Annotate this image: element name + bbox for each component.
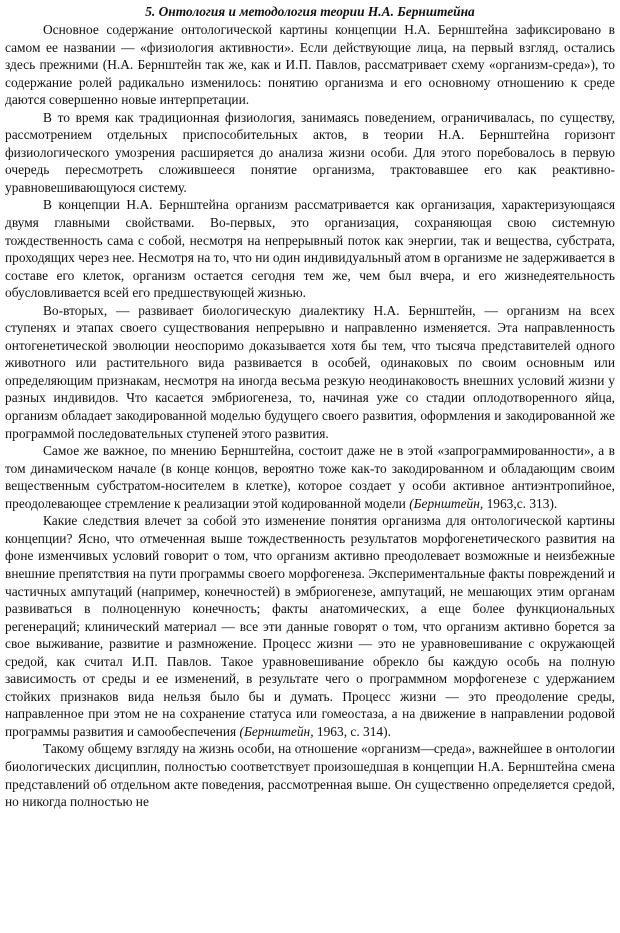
paragraph-6 — [5, 512, 615, 740]
citation-tail: 1963,с. 313). — [483, 495, 558, 511]
paragraph-4-text: Во-вторых, — развивает биологическую диалектику Н.А. Бернштейн, — организм на всех ступенях и этапах своего существования непрерывно и направленно изменяется. Эта направленность онтогенетической эволюции неоспоримо доказывается хотя бы тем, что тысяча представителей одного животного или растительного вида развивается в особей, одинаковых по своим основным или определяющим признакам, несмотря на иногда весьма резкую неодинаковость внешних условий жизни у разных индивидов. Что касается эмбриогенеза, то, начиная уже со стадии оплодотворенного яйца, организм обладает закодированной моделью будущего своего развития, оформления и закодированной же программой последовательных ступеней этого развития. — [5, 302, 615, 441]
paragraph-1-text: Основное содержание онтологической картины концепции Н.А. Бернштейна зафиксировано в самом ее названии — «физиология активности». Если действующие лица, на первый взгляд, остались здесь прежними (Н.А. Бернштейн так же, как и И.П. Павлов, рассматривает схему «организм-среда»), то содержание ролей радикально изменилось: понятию организма и его основному отношению к среде даются совершенно новые интерпретации. — [5, 22, 615, 108]
section-heading: 5. Онтология и методология теории Н.А. Бернштейна — [145, 4, 475, 19]
paragraph-7 — [5, 740, 615, 810]
paragraph-7-text: Такому общему взгляду на жизнь особи, на отношение «организм—среда», важнейшее в онтологии биологических дисциплин, полностью соответствует произошедшая в концепции Н.А. Бернштейна смена представлений об отдельном акте поведения, рассмотренная выше. Он существенно определяется средой, но никогда полностью не — [5, 741, 615, 810]
citation-author: (Бернштейн, — [239, 723, 314, 739]
paragraph-4 — [5, 302, 615, 442]
paragraph-3 — [5, 196, 615, 301]
citation-tail: 1963, с. 314). — [313, 723, 391, 739]
paragraph-3-text: В концепции Н.А. Бернштейна организм рассматривается как организация, характеризующаяся двумя главными свойствами. Во-первых, это организация, сохраняющая свою системную тождественность сама с собой, несмотря на непрерывный поток как энергии, так и вещества, субстрата, проходящих через нее. Несмотря на то, что ни один индивидуальный атом в организме не задерживается в составе его клеток, организм остается сегодня тем же, чем был вчера, и его жизнедеятельность обусловливается всей его предшествующей жизнью. — [5, 197, 615, 301]
paragraph-2-text: В то время как традиционная физиология, занимаясь поведением, ограничивалась, по существу, рассмотрением отдельных приспособительных актов, в теории Н.А. Бернштейна горизонт физиологического умозрения расширяется до анализа жизни особи. Для этого поребовалось в первую очередь пересмотреть сложившееся понятие организма, трактовавшее его как реактивно-уравновешивающуюся систему. — [5, 109, 615, 195]
document-page — [5, 3, 615, 811]
paragraph-5-text: Самое же важное, по мнению Бернштейна, состоит даже не в этой «запрограммированности», а в том динамическом начале (в конце концов, вероятно тоже как-то закодированном и обладающим своим вещественным субстратом-носителем в клетке), которое создает у особи активное антиэнтропийное, преодолевающее стремление к реализации этой кодированной модели — [5, 443, 615, 511]
paragraph-5 — [5, 442, 615, 512]
citation-author: (Бернштейн, — [409, 495, 484, 511]
paragraph-6-text: Какие следствия влечет за собой это изменение понятия организма для онтологической картины концепции? Ясно, что отмеченная выше тождественность результатов морфогенетического развития на фоне изменчивых условий говорит о том, что организм активно преодолевает возможные и неизбежные внешние препятствия на пути программы своего морфогенеза. Экспериментальные факты повреждений и частичных ампутаций (например, конечностей) в эмбриогенезе, ампутаций, не мешающих этим органам развиваться в полноценную конечность; факты анатомических, а еще более функциональных регенераций; клинический материал — все эти данные говорят о том, что организм активно борется за свое выживание, развитие и размножение. Процесс жизни — это не уравновешивание с окружающей средой, как считал И.П. Павлов. Такое уравновешивание обрекло бы каждую особь на полную зависимость от среды и ее изменений, в результате чего о программном морфогенезе с удержанием стойких признаков вида нельзя было бы и думать. Процесс жизни — это преодоление среды, направленное при этом не на сохранение статуса или гомеостаза, а на движение в направлении родовой программы развития и самообеспечения — [5, 513, 615, 739]
paragraph-2 — [5, 109, 615, 197]
paragraph-1 — [5, 21, 615, 109]
